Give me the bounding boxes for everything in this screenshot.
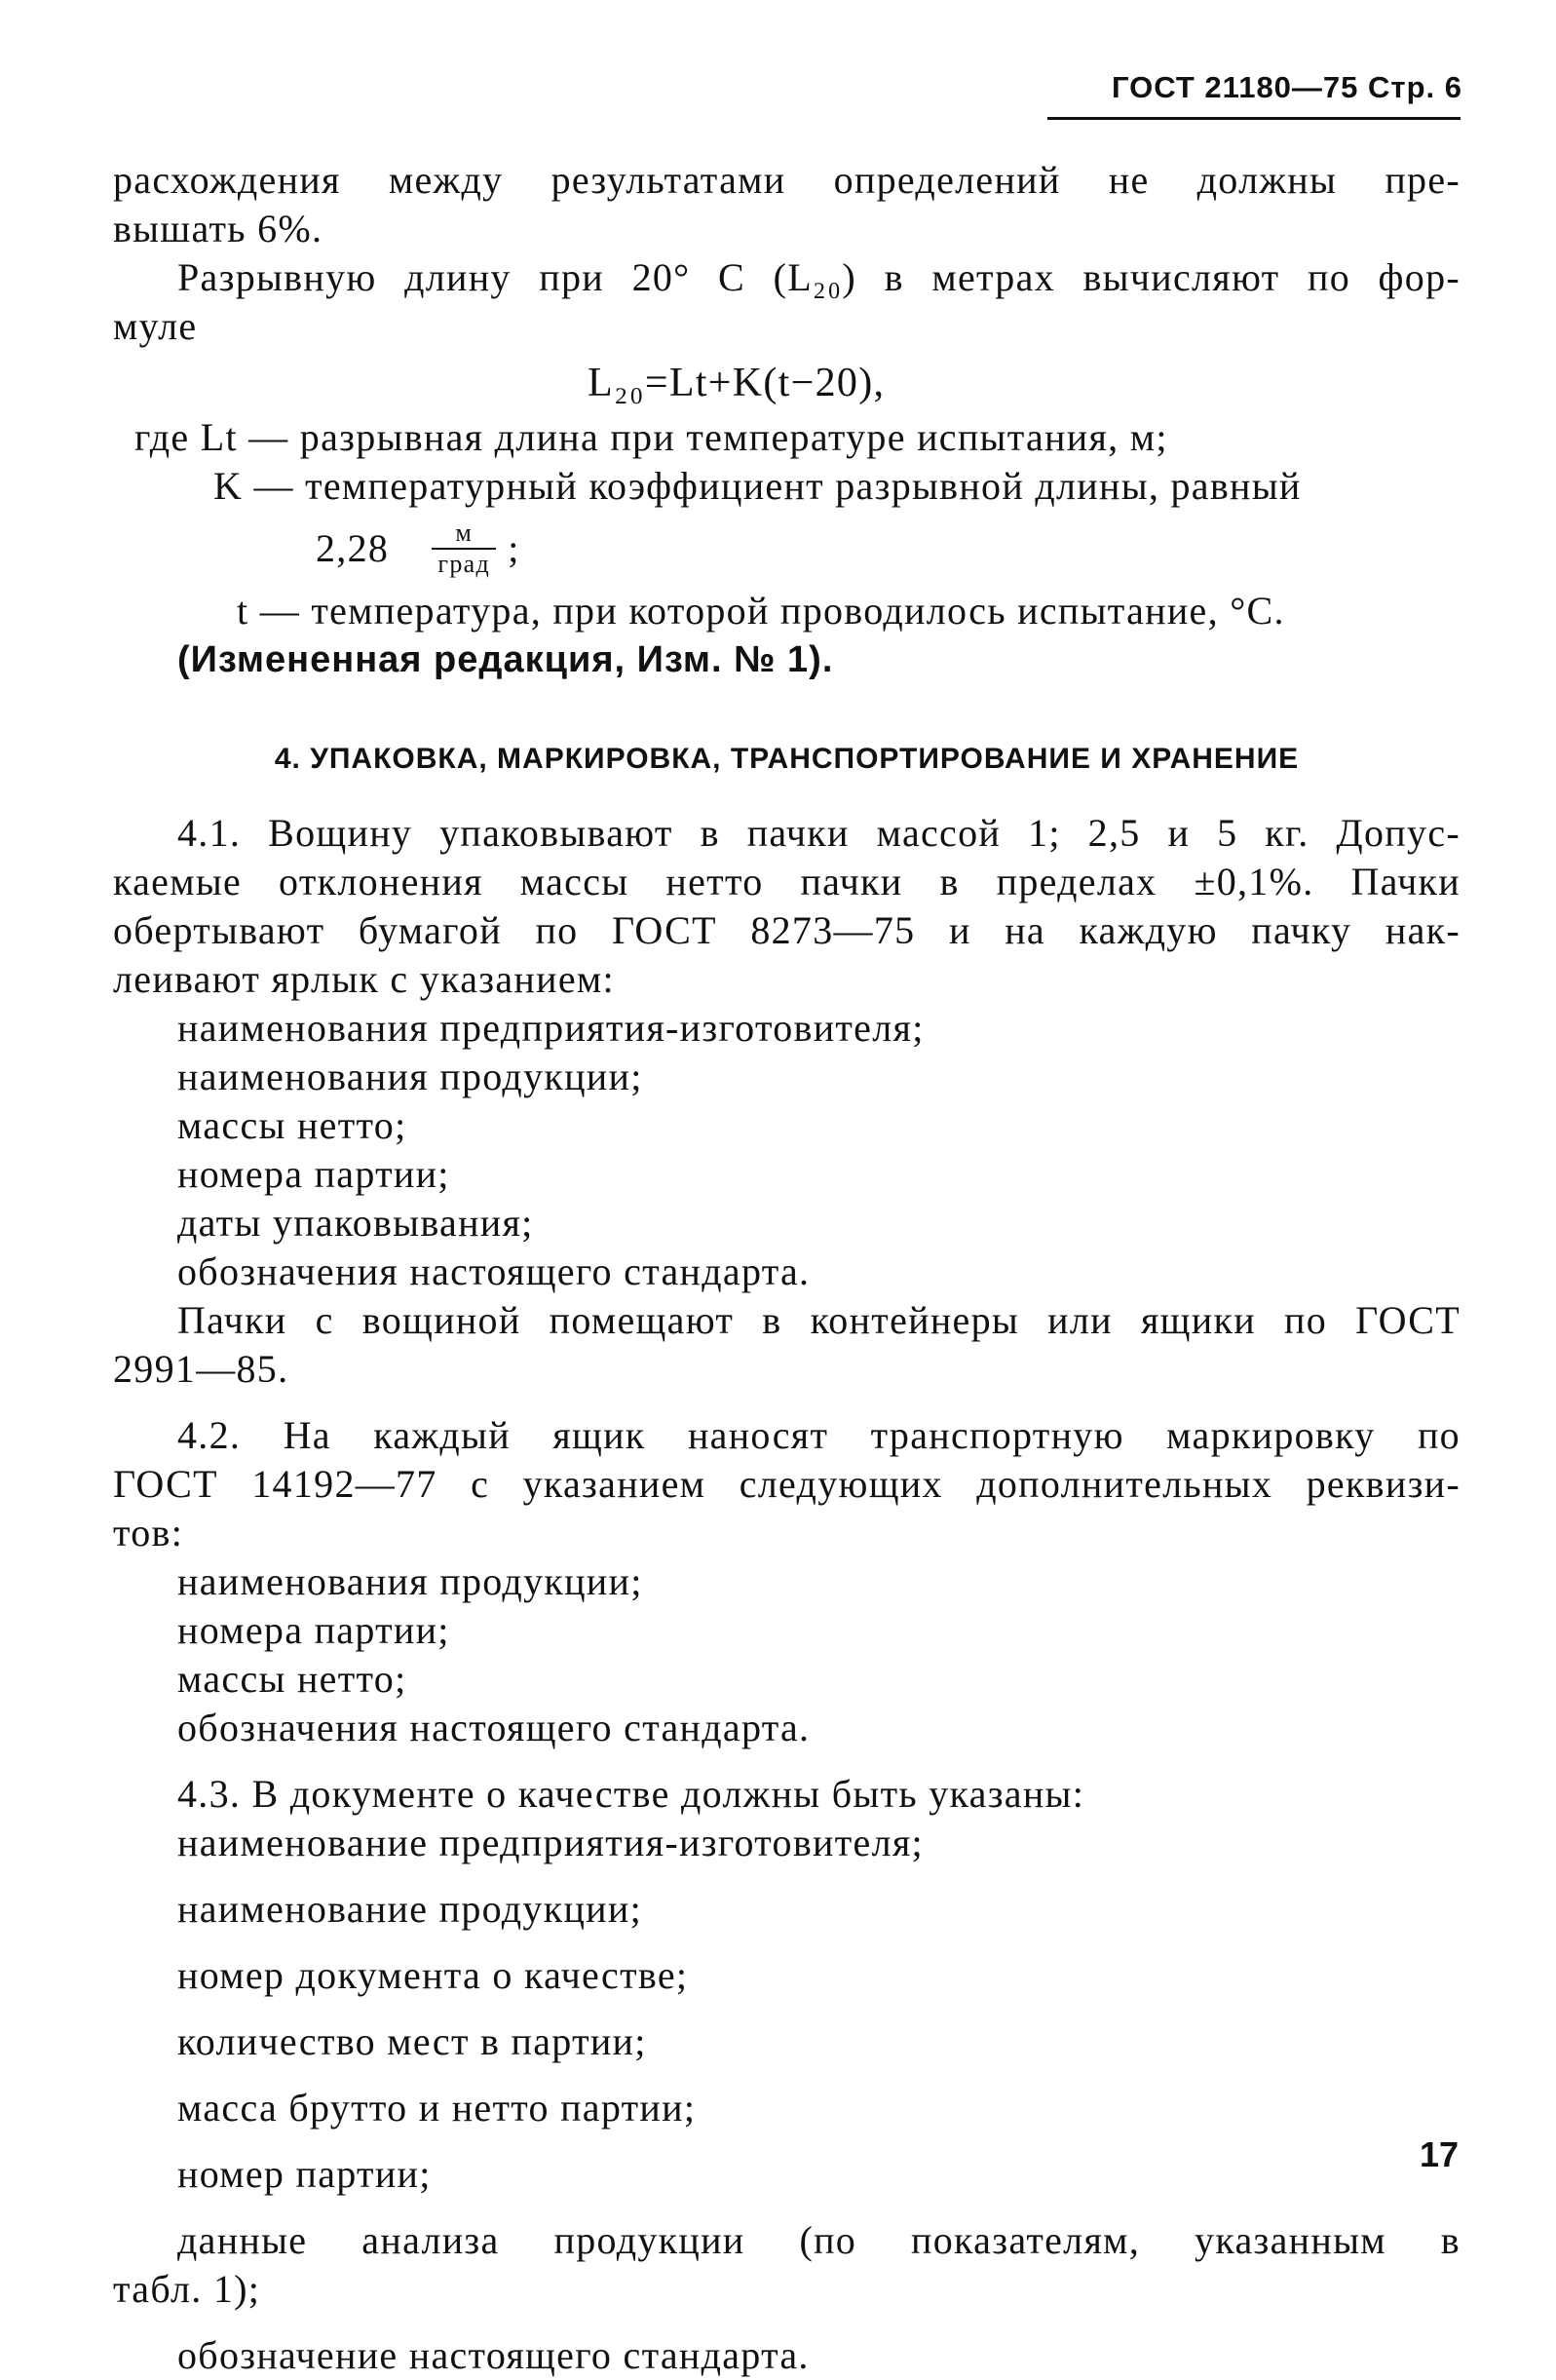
list-item: обозначение настоящего стандарта. [177, 2333, 810, 2377]
text-line: 4.2. На каждый ящик наносят транспортную маркировку по [177, 1413, 1461, 1457]
text-line: каемые отклонения массы нетто пачки в пределах ±0,1%. Пачки [113, 860, 1461, 903]
paragraph-4-3 [113, 1770, 1461, 2380]
definition-k: K — температурный коэффициент разрывной длины, равный [213, 464, 1302, 508]
fraction-numerator: м [455, 518, 474, 547]
list-item: номера партии; [177, 1608, 450, 1652]
amendment-note: (Измененная редакция, Изм. № 1). [177, 639, 834, 680]
list-item: наименование предприятия-изготовителя; [177, 1821, 924, 1864]
text-line: расхождения между результатами определений не должны пре- [113, 158, 1461, 202]
list-item: даты упаковывания; [177, 1201, 534, 1245]
list-item: номер документа о качестве; [177, 1953, 689, 1997]
list-item: массы нетто; [177, 1103, 407, 1147]
text-line: Пачки с вощиной помещают в контейнеры или ящики по ГОСТ [177, 1298, 1461, 1342]
paragraph-4-2 [113, 1411, 1461, 1752]
list-item: наименование продукции; [177, 1887, 642, 1931]
list-item: обозначения настоящего стандарта. [177, 1706, 811, 1749]
k-value: 2,28 [316, 526, 390, 570]
list-item: масса брутто и нетто партии; [177, 2086, 697, 2130]
paragraph-4-1 [113, 809, 1461, 1394]
text-line: муле [113, 304, 198, 348]
list-item: наименования продукции; [177, 1559, 643, 1603]
text-line: леивают ярлык с указанием: [113, 957, 615, 1001]
page-number: 17 [1419, 2134, 1459, 2174]
list-item: массы нетто; [177, 1657, 407, 1701]
text-line: вышать 6%. [113, 207, 323, 250]
text-line: 2991—85. [113, 1347, 289, 1391]
list-item: количество мест в партии; [177, 2019, 647, 2063]
definition-lt: где Lt — разрывная длина при температуре испытания, м; [134, 415, 1168, 459]
fraction-semicolon: ; [508, 526, 520, 570]
list-item: номера партии; [177, 1152, 450, 1196]
definition-t: t — температура, при которой проводилось испытание, °С. [237, 589, 1285, 633]
text-line: 4.3. В документе о качестве должны быть указаны: [177, 1772, 1085, 1816]
text-line: 4.1. Вощину упаковывают в пачки массой 1; 2,5 и 5 кг. Допус- [177, 811, 1461, 855]
text-line: Разрывную длину при 20° С (L₂₀) в метрах вычисляют по фор- [177, 255, 1461, 299]
formula: L₂₀=Lt+K(t−20), [588, 361, 886, 405]
header-rule [1047, 117, 1461, 120]
k-value-line [113, 511, 1461, 587]
text-line: тов: [113, 1511, 184, 1555]
list-item: наименования предприятия-изготовителя; [177, 1006, 925, 1050]
text-line: табл. 1); [113, 2267, 261, 2311]
section-title: 4. УПАКОВКА, МАРКИРОВКА, ТРАНСПОРТИРОВАНИЕ И ХРАНЕНИЕ [274, 743, 1300, 775]
fraction-denominator: град [437, 550, 491, 578]
list-item: обозначения настоящего стандарта. [177, 1249, 811, 1293]
text-line: обертывают бумагой по ГОСТ 8273—75 и на каждую пачку нак- [113, 908, 1461, 952]
list-item: номер партии; [177, 2152, 432, 2196]
k-unit-fraction [432, 519, 496, 578]
list-item: наименования продукции; [177, 1055, 643, 1098]
page-content [113, 156, 1461, 2380]
text-line: ГОСТ 14192—77 с указанием следующих дополнительных реквизи- [113, 1462, 1461, 1506]
text-line: данные анализа продукции (по показателям, указанным в [177, 2218, 1461, 2262]
running-header: ГОСТ 21180—75 Стр. 6 [1111, 70, 1462, 104]
